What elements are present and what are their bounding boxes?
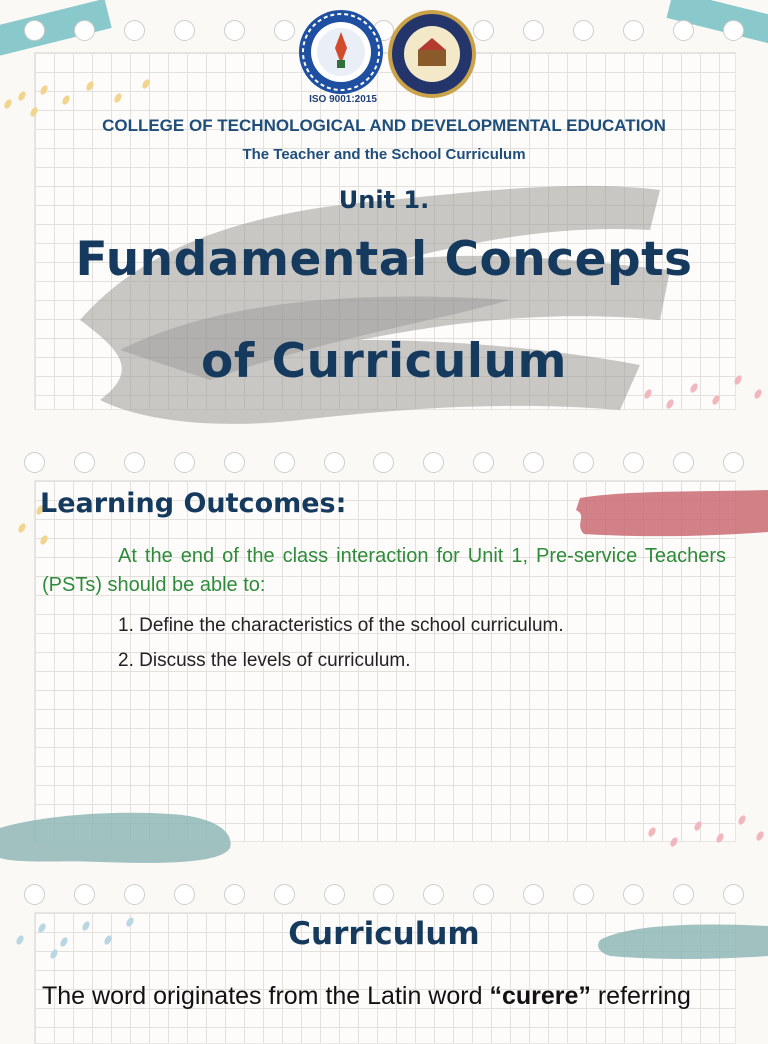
unit-label: Unit 1. [338, 186, 430, 214]
definition-text-end: referring [590, 982, 691, 1010]
curriculum-heading: Curriculum [288, 916, 480, 952]
binder-holes-middle [24, 452, 744, 473]
gear-seal-icon [297, 8, 479, 108]
learning-outcomes-heading: Learning Outcomes: [40, 488, 347, 519]
iso-label: ISO 9001:2015 [309, 94, 377, 105]
definition-text-start: The word originates from the Latin word [42, 982, 490, 1010]
college-name: COLLEGE OF TECHNOLOGICAL AND DEVELOPMENTAL EDUCATION [102, 116, 666, 135]
learning-outcomes-intro: At the end of the class interaction for Unit 1, Pre-service Teachers (PSTs) should be able to: [42, 545, 726, 596]
definition-keyword: “curere” [489, 982, 591, 1010]
page-title-line-2: of Curriculum [201, 334, 567, 389]
page-title-line-1: Fundamental Concepts [75, 232, 693, 287]
yellow-dots-decoration [0, 72, 170, 122]
school-logos [297, 8, 479, 108]
binder-holes-bottom [24, 884, 744, 905]
red-brush-stroke [570, 486, 768, 542]
course-title: The Teacher and the School Curriculum [242, 146, 526, 163]
teal-brush-stroke-left [0, 808, 240, 868]
outcome-item: 1. Define the characteristics of the school curriculum. [118, 615, 564, 636]
curriculum-definition [42, 976, 732, 1016]
pink-dots-decoration-lower [640, 808, 768, 856]
outcome-item: 2. Discuss the levels of curriculum. [118, 650, 411, 671]
